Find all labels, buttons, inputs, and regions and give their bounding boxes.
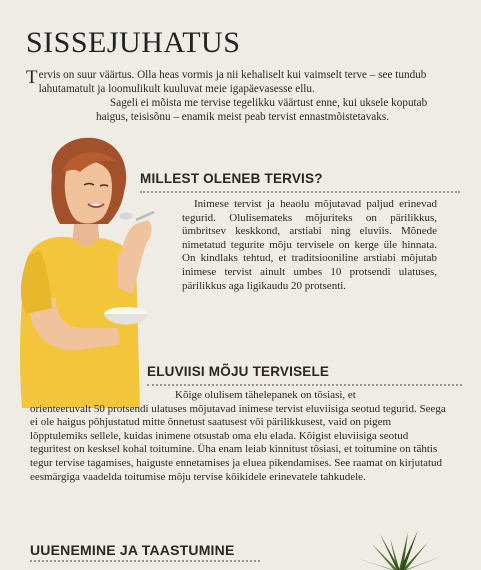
dotted-divider [147, 384, 462, 386]
section-heading-eluviisi-moju: ELUVIISI MÕJU TERVISELE [147, 364, 330, 379]
section-heading-millest-oleneb-tervis: MILLEST OLENEB TERVIS? [140, 171, 323, 186]
dotted-divider [140, 191, 460, 193]
intro-paragraph-1: Tervis on suur väärtus. Olla heas vormis ja nii kehaliselt kui vaimselt terve – see tundub lahutamatult ja loomulikult kuuluvat meie igapäevasesse ellu. [26, 67, 427, 95]
dotted-divider [30, 560, 260, 562]
pineapple-leaves-image [350, 528, 445, 570]
drop-cap: T [26, 67, 38, 88]
intro-paragraph-2: Sageli ei mõista me tervise tegelikku väärtust enne, kui uksele koputab haigus, teisisõnu – enamik meist peab tervist ennastmõistetavaks. [96, 97, 428, 123]
section-body-first-line: Kõige olulisem tähelepanek on tõsiasi, et [175, 389, 356, 401]
page-title: SISSEJUHATUS [26, 26, 241, 59]
intro-text [26, 68, 446, 124]
section-body-rest: orienteeruvalt 50 protsendi ulatuses mõjutavad inimese tervist eluviisiga seotud tegurid. Seega ei ole haigus põhjustatud mitte õnnetust saatusest või pärilikkusest, vaid on pigem lõpptulemiks sellele, kuidas inimene otsustab oma elu elada. Kõigist eluviisiga seotud teguritest on kesksel kohal toitumine. Üha enam leiab kinnitust tõsiasi, et toitumine on tähtis tegur tervise tagamises, haiguste ennetamises ja eluea pikendamises. See raamat on kirjutatud eesmärgiga vaadelda toitumise mõju tervise kõikidele erinevatele tahkudele. [30, 402, 446, 483]
section-heading-uuenemine: UUENEMINE JA TAASTUMINE [30, 542, 235, 558]
section-body-eluviisi-moju [30, 389, 450, 484]
section-body-millest-oleneb-tervis: Inimese tervist ja heaolu mõjutavad paljud erinevad tegurid. Olulisemateks mõjuriteks on pärilikkus, ümbritsev keskkond, arstiabi ning eluviis. Mõnede nimetatud tegurite mõju tervisele on kerge üle hinnata. On kindlaks tehtud, et traditsiooniline arstiabi mõjutab inimese tervist ainult umbes 10 protsendi ulatuses, pärilikkus aga ligikaudu 20 protsenti. [182, 198, 437, 292]
woman-eating-photo [0, 128, 170, 408]
